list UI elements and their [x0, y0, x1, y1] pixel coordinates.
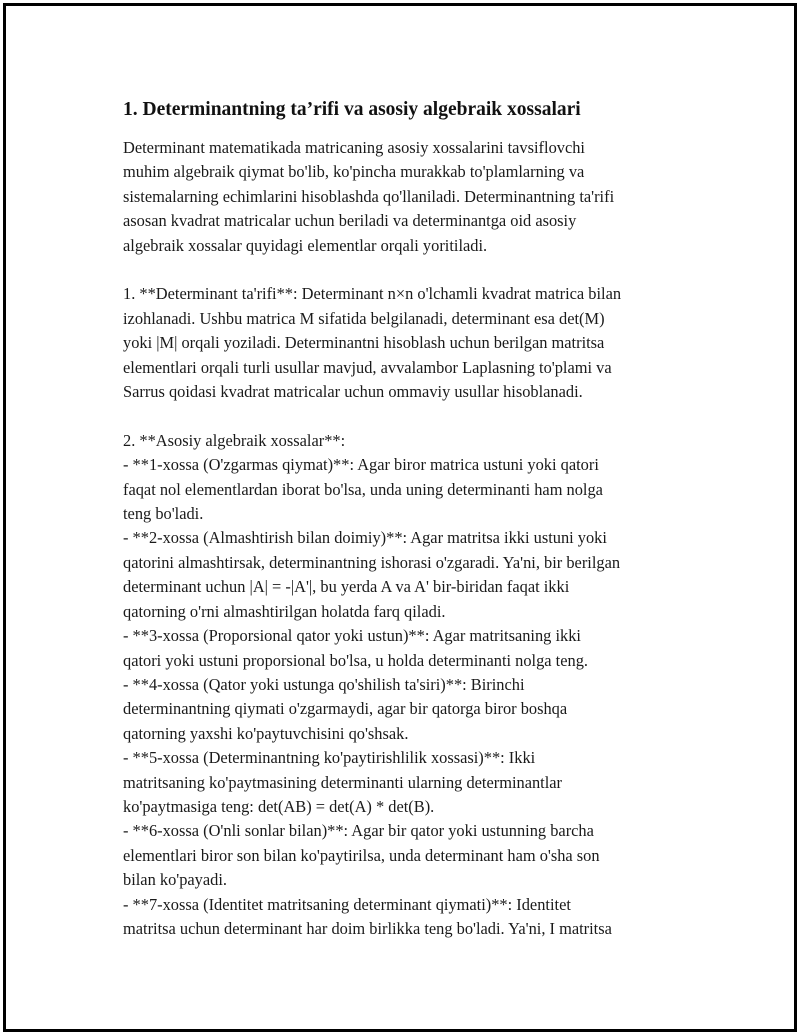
definition-paragraph: 1. **Determinant ta'rifi**: Determinant n×n o'lchamli kvadrat matrica bilan izohlanadi. Ushbu matrica M sifatida belgilanadi, determinant esa det(M) yoki |M| orqali yoziladi. Determinantni hisoblash uchun berilgan matritsa elementlari orqali turli usullar mavjud, avvalambor Laplasning to'plami va Sarrus qoidasi kvadrat matricalar uchun ommaviy usullar hisoblanadi.	[123, 284, 622, 402]
property-item-4: - **4-xossa (Qator yoki ustunga qo'shilish ta'siri)**: Birinchi determinantning qiymati o'zgarmaydi, agar bir qatorga biror boshqa qatorning yaxshi ko'paytuvchisini qo'shsak.	[123, 674, 568, 743]
property-item-5: - **5-xossa (Determinantning ko'paytirishlilik xossasi)**: Ikki matritsaning ko'paytmasining determinanti ularning determinantlar ko'paytmasiga teng: det(AB) = det(A) * det(B).	[123, 748, 563, 816]
property-item-6: - **6-xossa (O'nli sonlar bilan)**: Agar bir qator yoki ustunning barcha elementlari biror son bilan ko'paytirilsa, unda determinant ham o'sha son bilan ko'payadi.	[123, 821, 600, 890]
document-body	[121, 98, 701, 941]
page-frame	[3, 3, 797, 1032]
property-item-3: - **3-xossa (Proporsional qator yoki ustun)**: Agar matritsaning ikki qatori yoki ustuni proporsional bo'lsa, u holda determinanti nolga teng.	[123, 626, 588, 670]
property-item-7: - **7-xossa (Identitet matritsaning determinant qiymati)**: Identitet matritsa uchun determinant har doim birlikka teng bo'ladi. Ya'ni, I matritsa	[123, 894, 612, 938]
property-item-1: - **1-xossa (O'zgarmas qiymat)**: Agar biror matrica ustuni yoki qatori faqat nol elementlardan iborat bo'lsa, unda uning determinanti ham nolga teng bo'ladi.	[123, 455, 603, 524]
properties-heading: 2. **Asosiy algebraik xossalar**:	[123, 430, 346, 450]
intro-paragraph: Determinant matematikada matricaning asosiy xossalarini tavsiflovchi muhim algebraik qiymat bo'lib, ko'pincha murakkab to'plamlarning va sistemalarning echimlarini hisoblashda qo'llaniladi. Determinantning ta'rifi asosan kvadrat matricalar uchun beriladi va determinantga oid asosiy algebraik xossalar quyidagi elementlar orqali yoritiladi.	[123, 138, 615, 255]
section-heading: 1. Determinantning ta’rifi va asosiy algebraik xossalari	[123, 99, 581, 120]
property-item-2: - **2-xossa (Almashtirish bilan doimiy)**: Agar matritsa ikki ustuni yoki qatorini almashtirsak, determinantning ishorasi o'zgaradi. Ya'ni, bir berilgan determinant uchun |A| = -|A'|, bu yerda A va A' bir-biridan faqat ikki qatorning o'rni almashtirilgan holatda farq qiladi.	[123, 528, 621, 621]
